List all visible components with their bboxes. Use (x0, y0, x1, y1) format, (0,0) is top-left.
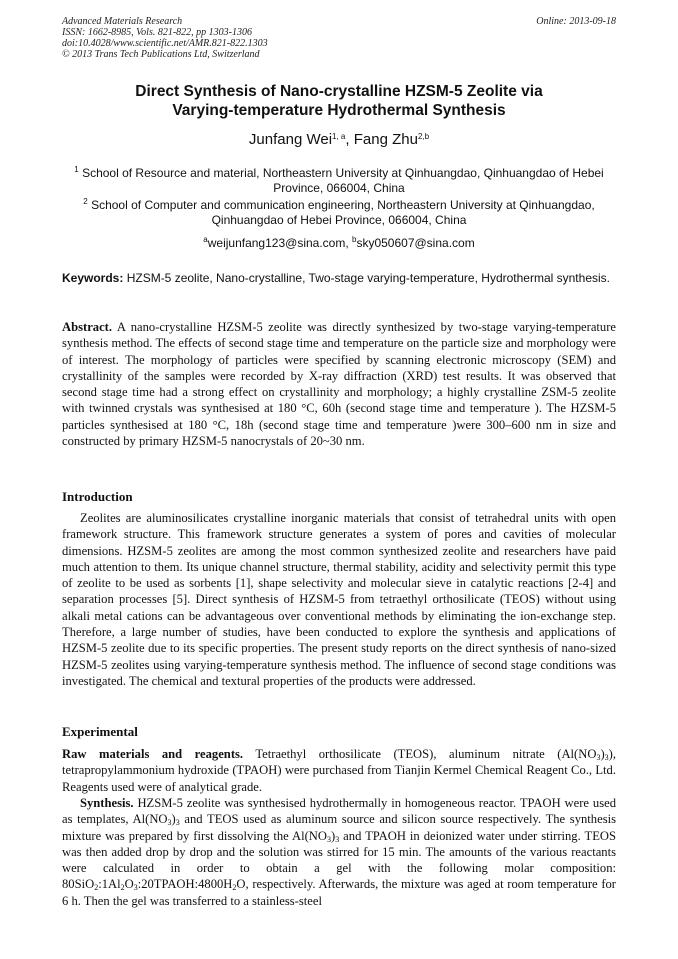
email-b: sky050607@sina.com (356, 236, 475, 250)
author-1-mark: 1, a (332, 132, 346, 141)
abstract (62, 319, 616, 449)
affiliation-2 (62, 198, 616, 228)
syn-sub-6: 2 (120, 883, 125, 893)
title-line-2: Varying-temperature Hydrothermal Synthesis (172, 102, 506, 119)
raw-materials-label: Raw materials and reagents. (62, 747, 244, 761)
keywords-label: Keywords: (62, 271, 124, 285)
author-separator: , (345, 131, 354, 148)
raw-sub-2: 3 (604, 753, 609, 762)
synthesis-label: Synthesis. (80, 796, 134, 810)
running-header (62, 16, 268, 60)
syn-text-4: ) (331, 828, 336, 843)
affiliation-2-line-1: School of Computer and communication engineering, Northeastern University at Qinhuangdao, (91, 198, 595, 212)
syn-text-9: O, respectively. Afterwards, the mixture was aged at room temperature for 6 h. Then the gel was transferred to a stainless-steel (62, 877, 616, 908)
syn-text-7: O (124, 877, 134, 892)
raw-text-2: ) (600, 747, 605, 761)
syn-text-5: and TPAOH in deionized water under stirring. TEOS was then added drop by drop and the solution was stirred for 15 min. The amounts of the various reactants were calculated in order to obtain a gel with the following molar composition: 80SiO (62, 828, 616, 892)
syn-sub-7: 3 (133, 883, 138, 893)
syn-sub-4: 3 (335, 834, 340, 844)
syn-sub-3: 3 (327, 834, 331, 844)
email-a-mark: a (203, 235, 208, 244)
email-line (62, 236, 616, 251)
experimental-heading: Experimental (62, 724, 138, 739)
raw-sub-1: 3 (596, 753, 601, 762)
affiliation-1-line-1: School of Resource and material, Northeastern University at Qinhuangdao, Qinhuangdao of Hebei (82, 166, 604, 180)
affiliation-2-line-2: Qinhuangdao of Hebei Province, 066004, China (211, 213, 467, 227)
affiliation-1-mark: 1 (74, 165, 79, 174)
introduction-paragraph: Zeolites are aluminosilicates crystalline inorganic materials that consist of tetrahedral units with open framework structure. This framework structure generates a system of pores and cavities of molecular dimensions. HZSM-5 zeolites are among the most common synthesized zeolite and researchers have paid much attention to them. Its unique channel structure, thermal stability, acidity and selectivity permit this type of zeolite to be used as sorbents [1], shape selectivity and molecular sieve in catalytic reactions [2-4] and separation processes [5]. Direct synthesis of HZSM-5 from tetraethyl orthosilicate (TEOS) without using alkali metal cations can be advantageous over conventional methods by eliminating the ion-exchange step. Therefore, a large number of studies, have been conducted to explore the synthesis and applications of HZSM-5 zeolite due to its specific properties. The present study reports on the direct synthesis of nano-sized HZSM-5 zeolites using varying-temperature synthesis method. The influence of second stage conditions was investigated. The chemical and textural properties of the products were addressed. (62, 511, 616, 688)
author-2: Fang Zhu (353, 131, 418, 148)
doi-line: doi:10.4028/www.scientific.net/AMR.821-822.1303 (62, 38, 268, 49)
syn-sub-5: 2 (94, 883, 99, 893)
online-date: Online: 2013-09-18 (536, 16, 616, 27)
abstract-label: Abstract. (62, 320, 113, 334)
raw-text-3: ), tetrapropylammonium hydroxide (TPAOH) were purchased from Tianjin Kermel Chemical Reagent Co., Ltd. Reagents used were of analytical grade. (62, 747, 616, 794)
syn-text-6: :1Al (98, 877, 121, 892)
affiliation-1 (62, 166, 616, 196)
abstract-text: A nano-crystalline HZSM-5 zeolite was directly synthesized by two-stage varying-temperature synthesis method. The effects of second stage time and temperature on the particle size and morphology were of interest. The morphology of particles were specified by scanning electronic microscopy (SEM) and crystallinity of the samples were recorded by X-ray diffraction (XRD) test results. It was observed that second stage time had a strong effect on crystallinity and morphology; a highly crystalline ZSM-5 zeolite with twinned crystals was synthesised at 180 °C, 60h (second stage time and temperature ). The HZSM-5 particles synthesised at 180 °C, 18h (second stage time and temperature )were 300–600 nm in size and constructed by primary HZSM-5 nanocrystals of 20~30 nm. (62, 320, 616, 449)
introduction-heading: Introduction (62, 489, 133, 504)
email-a: weijunfang123@sina.com, (207, 236, 352, 250)
email-b-mark: b (352, 235, 357, 244)
paper-title (62, 82, 616, 120)
synthesis-paragraph (62, 795, 616, 909)
author-list (62, 131, 616, 148)
syn-text-1: HZSM-5 zeolite was synthesised hydrothermally in homogeneous reactor. TPAOH were used as templates, Al(NO (62, 796, 616, 827)
syn-sub-2: 3 (175, 818, 180, 828)
syn-text-3: and TEOS used as aluminum source and silicon source respectively. The synthesis mixture was prepared by first dissolving the Al(NO (62, 812, 616, 843)
syn-text-2: ) (171, 812, 176, 827)
affiliation-1-line-2: Province, 066004, China (273, 181, 405, 195)
affiliation-2-mark: 2 (83, 197, 88, 206)
raw-text-1: Tetraethyl orthosilicate (TEOS), aluminum nitrate (Al(NO (243, 747, 597, 761)
keywords-text: HZSM-5 zeolite, Nano-crystalline, Two-stage varying-temperature, Hydrothermal synthesis. (123, 271, 610, 285)
journal-name: Advanced Materials Research (62, 16, 183, 27)
issn-line: ISSN: 1662-8985, Vols. 821-822, pp 1303-1306 (62, 27, 252, 38)
syn-sub-8: 2 (232, 883, 237, 893)
author-1: Junfang Wei (248, 131, 333, 148)
author-2-mark: 2,b (417, 132, 430, 141)
keywords (62, 271, 616, 286)
title-line-1: Direct Synthesis of Nano-crystalline HZSM-5 Zeolite via (135, 83, 543, 100)
syn-text-8: :20TPAOH:4800H (137, 877, 233, 892)
copyright-line: © 2013 Trans Tech Publications Ltd, Switzerland (62, 49, 260, 60)
raw-materials-paragraph (62, 746, 616, 795)
syn-sub-1: 3 (167, 818, 172, 828)
